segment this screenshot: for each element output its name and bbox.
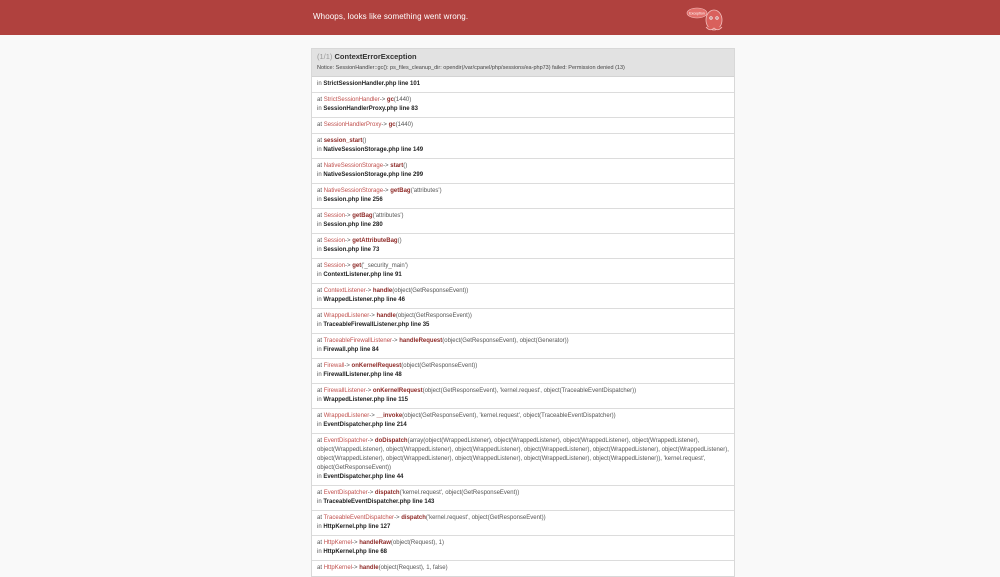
trace-location bbox=[317, 473, 729, 482]
trace-frame bbox=[312, 234, 734, 259]
trace-class[interactable]: HttpKernel bbox=[323, 565, 353, 571]
trace-function[interactable]: handle bbox=[372, 288, 393, 294]
trace-class[interactable]: NativeSessionStorage bbox=[323, 163, 384, 169]
trace-at: at bbox=[317, 313, 323, 319]
trace-function[interactable]: gc bbox=[386, 97, 394, 103]
stack-trace bbox=[312, 77, 734, 576]
trace-at: at bbox=[317, 138, 323, 144]
trace-function[interactable]: onKernelRequest bbox=[351, 363, 402, 369]
trace-call bbox=[317, 337, 729, 346]
trace-call bbox=[317, 539, 729, 548]
trace-location bbox=[317, 346, 729, 355]
trace-arrow: -> bbox=[367, 438, 374, 444]
trace-location bbox=[317, 80, 729, 89]
trace-in: in bbox=[317, 81, 322, 87]
trace-arrow: -> bbox=[352, 540, 358, 546]
trace-call bbox=[317, 437, 729, 473]
trace-function[interactable]: start bbox=[390, 163, 404, 169]
trace-location bbox=[317, 146, 729, 155]
trace-function[interactable]: doDispatch bbox=[374, 438, 408, 444]
trace-in: in bbox=[317, 524, 322, 530]
trace-in: in bbox=[317, 397, 322, 403]
trace-frame bbox=[312, 209, 734, 234]
trace-call bbox=[317, 187, 729, 196]
trace-args: (array(object(WrappedListener), object(WrappedListener), object(WrappedListener), object(WrappedListener), object(WrappedListener), object(WrappedListener), object(WrappedListener), object(WrappedListener), object(WrappedListener), object(WrappedListener), object(WrappedListener), object(WrappedListener), object(WrappedListener), object(WrappedListener), object(WrappedListener)), 'kernel.request', object(GetResponseEvent)) bbox=[317, 438, 729, 471]
trace-at: at bbox=[317, 338, 323, 344]
trace-in: in bbox=[317, 106, 322, 112]
trace-in: in bbox=[317, 222, 322, 228]
trace-class[interactable]: SessionHandlerProxy bbox=[323, 122, 382, 128]
trace-class[interactable]: ContextListener bbox=[323, 288, 366, 294]
trace-call bbox=[317, 287, 729, 296]
trace-arrow: -> bbox=[345, 263, 351, 269]
trace-arrow: -> bbox=[392, 338, 398, 344]
trace-function[interactable]: handle bbox=[359, 565, 379, 571]
trace-at: at bbox=[317, 565, 323, 571]
trace-at: at bbox=[317, 515, 323, 521]
trace-args: ('attributes') bbox=[410, 188, 442, 194]
trace-file: ContextListener.php line 91 bbox=[323, 272, 402, 278]
trace-args: (object(Request), 1, false) bbox=[378, 565, 448, 571]
trace-class[interactable]: EventDispatcher bbox=[323, 438, 368, 444]
exception-ghost-icon bbox=[686, 3, 726, 33]
trace-args: (1440) bbox=[395, 122, 413, 128]
trace-arrow: -> bbox=[365, 288, 372, 294]
trace-file: FirewallListener.php line 48 bbox=[323, 372, 402, 378]
trace-class[interactable]: TraceableFirewallListener bbox=[323, 338, 393, 344]
trace-at: at bbox=[317, 163, 323, 169]
trace-args: (object(GetResponseEvent)) bbox=[401, 363, 478, 369]
trace-arrow: -> bbox=[365, 388, 372, 394]
trace-file: WrappedListener.php line 115 bbox=[323, 397, 408, 403]
trace-function[interactable]: dispatch bbox=[374, 490, 400, 496]
trace-at: at bbox=[317, 213, 323, 219]
trace-file: SessionHandlerProxy.php line 83 bbox=[323, 106, 418, 112]
trace-location bbox=[317, 498, 729, 507]
trace-at: at bbox=[317, 388, 323, 394]
trace-arrow: -> bbox=[367, 490, 374, 496]
trace-in: in bbox=[317, 297, 322, 303]
trace-frame bbox=[312, 184, 734, 209]
trace-class[interactable]: HttpKernel bbox=[323, 540, 353, 546]
trace-at: at bbox=[317, 97, 323, 103]
trace-class[interactable]: Firewall bbox=[323, 363, 345, 369]
trace-frame bbox=[312, 486, 734, 511]
trace-arrow: -> bbox=[381, 122, 387, 128]
trace-file: Session.php line 256 bbox=[323, 197, 383, 203]
trace-function[interactable]: getAttributeBag bbox=[352, 238, 398, 244]
trace-call bbox=[317, 312, 729, 321]
trace-arrow: -> bbox=[394, 515, 400, 521]
trace-class[interactable]: FirewallListener bbox=[323, 388, 366, 394]
trace-location bbox=[317, 221, 729, 230]
trace-at: at bbox=[317, 288, 323, 294]
trace-frame bbox=[312, 284, 734, 309]
trace-arrow: -> bbox=[345, 238, 351, 244]
trace-at: at bbox=[317, 263, 323, 269]
trace-args: ('kernel.request', object(GetResponseEvent)) bbox=[425, 515, 546, 521]
trace-function[interactable]: handleRequest bbox=[399, 338, 443, 344]
trace-class[interactable]: WrappedListener bbox=[323, 413, 370, 419]
trace-file: Firewall.php line 84 bbox=[323, 347, 379, 353]
trace-call bbox=[317, 162, 729, 171]
trace-file: Session.php line 73 bbox=[323, 247, 380, 253]
trace-file: WrappedListener.php line 46 bbox=[323, 297, 405, 303]
trace-file: EventDispatcher.php line 44 bbox=[323, 474, 404, 480]
trace-function[interactable]: __invoke bbox=[376, 413, 403, 419]
trace-frame bbox=[312, 309, 734, 334]
trace-file: TraceableEventDispatcher.php line 143 bbox=[323, 499, 435, 505]
trace-at: at bbox=[317, 238, 323, 244]
trace-frame bbox=[312, 561, 734, 576]
trace-arrow: -> bbox=[383, 188, 389, 194]
trace-location bbox=[317, 548, 729, 557]
trace-in: in bbox=[317, 272, 322, 278]
trace-function[interactable]: session_start bbox=[323, 138, 363, 144]
trace-file: HttpKernel.php line 127 bbox=[323, 524, 391, 530]
trace-location bbox=[317, 371, 729, 380]
trace-in: in bbox=[317, 549, 322, 555]
trace-function[interactable]: get bbox=[352, 263, 362, 269]
exception-title bbox=[317, 52, 729, 61]
trace-args: (object(GetResponseEvent)) bbox=[395, 313, 472, 319]
trace-function[interactable]: handleRaw bbox=[359, 540, 391, 546]
trace-in: in bbox=[317, 372, 322, 378]
trace-arrow: -> bbox=[344, 363, 350, 369]
trace-in: in bbox=[317, 172, 322, 178]
trace-at: at bbox=[317, 413, 323, 419]
trace-frame bbox=[312, 159, 734, 184]
trace-arrow: -> bbox=[352, 565, 358, 571]
exception-header bbox=[312, 49, 734, 77]
trace-in: in bbox=[317, 322, 322, 328]
trace-frame bbox=[312, 359, 734, 384]
trace-function[interactable]: getBag bbox=[390, 188, 411, 194]
trace-frame bbox=[312, 134, 734, 159]
trace-class[interactable]: Session bbox=[323, 263, 346, 269]
trace-in: in bbox=[317, 147, 322, 153]
trace-at: at bbox=[317, 363, 323, 369]
trace-location bbox=[317, 196, 729, 205]
trace-call bbox=[317, 212, 729, 221]
trace-arrow: -> bbox=[369, 413, 375, 419]
trace-arrow: -> bbox=[383, 163, 389, 169]
trace-in: in bbox=[317, 422, 322, 428]
trace-location bbox=[317, 396, 729, 405]
ghost-bubble-text: Exception bbox=[689, 11, 705, 16]
trace-in: in bbox=[317, 247, 322, 253]
trace-location bbox=[317, 523, 729, 532]
trace-args: ('_security_main') bbox=[361, 263, 408, 269]
trace-class[interactable]: WrappedListener bbox=[323, 313, 370, 319]
trace-arrow: -> bbox=[369, 313, 375, 319]
trace-args: (object(GetResponseEvent), object(Generator)) bbox=[442, 338, 569, 344]
trace-in: in bbox=[317, 474, 322, 480]
exception-count: (1/1) bbox=[317, 52, 333, 61]
trace-function[interactable]: onKernelRequest bbox=[372, 388, 423, 394]
trace-at: at bbox=[317, 122, 323, 128]
trace-function[interactable]: handle bbox=[376, 313, 396, 319]
trace-location bbox=[317, 421, 729, 430]
trace-args: () bbox=[397, 238, 402, 244]
error-header-bar bbox=[0, 0, 1000, 35]
trace-location bbox=[317, 171, 729, 180]
trace-location bbox=[317, 246, 729, 255]
trace-call bbox=[317, 237, 729, 246]
trace-file: EventDispatcher.php line 214 bbox=[323, 422, 407, 428]
page-title: Whoops, looks like something went wrong. bbox=[313, 12, 469, 21]
trace-call bbox=[317, 412, 729, 421]
trace-file: StrictSessionHandler.php line 101 bbox=[323, 81, 421, 87]
trace-function[interactable]: dispatch bbox=[401, 515, 426, 521]
trace-location bbox=[317, 271, 729, 280]
exception-class: ContextErrorException bbox=[334, 52, 417, 61]
trace-location bbox=[317, 321, 729, 330]
trace-call bbox=[317, 387, 729, 396]
trace-function[interactable]: gc bbox=[388, 122, 396, 128]
trace-in: in bbox=[317, 197, 322, 203]
trace-function[interactable]: getBag bbox=[352, 213, 373, 219]
trace-args: (1440) bbox=[393, 97, 412, 103]
trace-file: TraceableFirewallListener.php line 35 bbox=[323, 322, 430, 328]
trace-call bbox=[317, 96, 729, 105]
trace-arrow: -> bbox=[345, 213, 351, 219]
trace-frame bbox=[312, 511, 734, 536]
trace-args: ('kernel.request', object(GetResponseEvent)) bbox=[399, 490, 520, 496]
trace-frame bbox=[312, 93, 734, 118]
trace-args: (object(Request), 1) bbox=[390, 540, 444, 546]
trace-class[interactable]: Session bbox=[323, 213, 346, 219]
trace-class[interactable]: StrictSessionHandler bbox=[323, 97, 380, 103]
trace-at: at bbox=[317, 540, 323, 546]
trace-file: Session.php line 280 bbox=[323, 222, 383, 228]
trace-call bbox=[317, 137, 729, 146]
trace-in: in bbox=[317, 499, 322, 505]
trace-frame bbox=[312, 259, 734, 284]
trace-frame bbox=[312, 536, 734, 561]
trace-args: () bbox=[403, 163, 408, 169]
trace-at: at bbox=[317, 490, 323, 496]
trace-at: at bbox=[317, 438, 323, 444]
trace-at: at bbox=[317, 188, 323, 194]
trace-call bbox=[317, 514, 729, 523]
trace-frame bbox=[312, 409, 734, 434]
trace-frame bbox=[312, 334, 734, 359]
trace-args: (object(GetResponseEvent), 'kernel.request', object(TraceableEventDispatcher)) bbox=[402, 413, 616, 419]
trace-file: HttpKernel.php line 68 bbox=[323, 549, 388, 555]
trace-arrow: -> bbox=[379, 97, 386, 103]
trace-call bbox=[317, 121, 729, 130]
trace-frame bbox=[312, 118, 734, 134]
trace-frame bbox=[312, 384, 734, 409]
trace-location bbox=[317, 105, 729, 114]
trace-location bbox=[317, 296, 729, 305]
trace-class[interactable]: TraceableEventDispatcher bbox=[323, 515, 395, 521]
trace-args: (object(GetResponseEvent)) bbox=[392, 288, 469, 294]
trace-frame bbox=[312, 434, 734, 486]
trace-class[interactable]: Session bbox=[323, 238, 346, 244]
trace-class[interactable]: EventDispatcher bbox=[323, 490, 368, 496]
trace-class[interactable]: NativeSessionStorage bbox=[323, 188, 384, 194]
trace-in: in bbox=[317, 347, 322, 353]
trace-args: (object(GetResponseEvent), 'kernel.request', object(TraceableEventDispatcher)) bbox=[422, 388, 637, 394]
exception-message: Notice: SessionHandler::gc(): ps_files_cleanup_dir: opendir(/var/cpanel/php/sessions/ea-php73) failed: Permission denied (13) bbox=[317, 65, 625, 71]
trace-args: () bbox=[362, 138, 367, 144]
exception-panel bbox=[311, 48, 735, 577]
trace-frame bbox=[312, 77, 734, 93]
trace-file: NativeSessionStorage.php line 299 bbox=[323, 172, 424, 178]
trace-args: ('attributes') bbox=[372, 213, 404, 219]
trace-call bbox=[317, 262, 729, 271]
trace-call bbox=[317, 489, 729, 498]
trace-call bbox=[317, 564, 729, 573]
trace-call bbox=[317, 362, 729, 371]
trace-file: NativeSessionStorage.php line 149 bbox=[323, 147, 424, 153]
